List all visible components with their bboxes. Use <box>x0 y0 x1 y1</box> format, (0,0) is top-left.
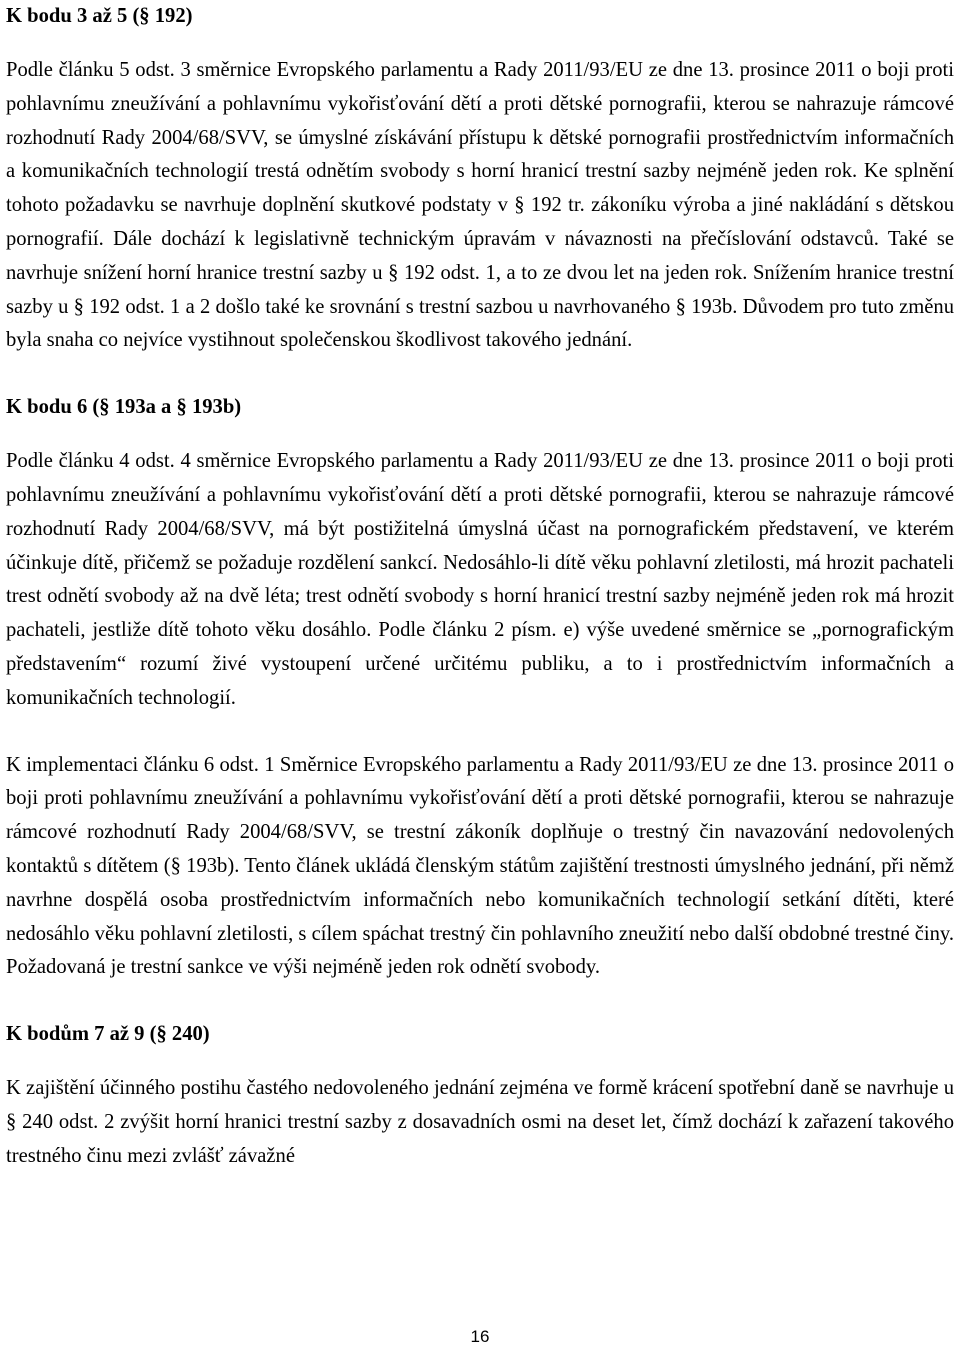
section-heading-3: K bodům 7 až 9 (§ 240) <box>6 1023 210 1046</box>
spacer <box>6 33 954 54</box>
section-2-paragraph-2: K implementaci článku 6 odst. 1 Směrnice Evropského parlamentu a Rady 2011/93/EU ze dne 13. prosince 2011 o boji proti pohlavnímu zneužívání a pohlavnímu vykořisťování dětí a proti dětské pornografii, kterou se nahrazuje rámcové rozhodnutí Rady 2004/68/SVV, se trestní zákoník doplňuje o trestný čin navazování nedovolených kontaktů s dítětem (§ 193b). Tento článek ukládá členským státům zajištění trestnosti úmyslného jednání, při němž navrhne dospělá osoba prostřednictvím informačních nebo komunikačních technologií setkání dítěti, které nedosáhlo věku pohlavní zletilosti, s cílem spáchat trestný čin pohlavního zneužití nebo další obdobné trestné činy. Požadovaná je trestní sankce ve výši nejméně jeden rok odnětí svobody. <box>6 753 954 979</box>
section-heading-2: K bodu 6 (§ 193a a § 193b) <box>6 396 242 419</box>
spacer <box>6 424 954 445</box>
section-heading-1: K bodu 3 až 5 (§ 192) <box>6 5 193 27</box>
spacer <box>6 358 954 391</box>
section-3-paragraph-1: K zajištění účinného postihu častého nedovoleného jednání zejména ve formě krácení spotřební daně se navrhuje u § 240 odst. 2 zvýšit horní hranici trestní sazby z dosavadních osmi na deset let, čímž dochází k zařazení takového trestného činu mezi zvlášť závažné <box>6 1077 954 1167</box>
page-number: 16 <box>470 1327 490 1346</box>
spacer <box>6 716 954 749</box>
spacer <box>6 1051 954 1072</box>
section-1-paragraph-1: Podle článku 5 odst. 3 směrnice Evropského parlamentu a Rady 2011/93/EU ze dne 13. prosince 2011 o boji proti pohlavnímu zneužívání a pohlavnímu vykořisťování dětí a proti dětské pornografii, kterou se nahrazuje rámcové rozhodnutí Rady 2004/68/SVV, se úmyslné získávání přístupu k dětské pornografii prostřednictvím informačních a komunikačních technologií trestá odnětím svobody s horní hranicí trestní sazby nejméně jeden rok. Ke splnění tohoto požadavku se navrhuje doplnění skutkové podstaty v § 192 tr. zákoníku výroba a jiné nakládání s dětskou pornografií. Dále dochází k legislativně technickým úpravám v návaznosti na přečíslování odstavců. Také se navrhuje snížení horní hranice trestní sazby u § 192 odst. 1, a to ze dvou let na jeden rok. Snížením hranice trestní sazby u § 192 odst. 1 a 2 došlo také ke srovnání s trestní sazbou u navrhovaného § 193b. Důvodem pro tuto změnu byla snaha co nejvíce vystihnout společenskou škodlivost takového jednání. <box>6 59 954 352</box>
document-page <box>6 0 954 1174</box>
section-2-paragraph-1: Podle článku 4 odst. 4 směrnice Evropského parlamentu a Rady 2011/93/EU ze dne 13. prosince 2011 o boji proti pohlavnímu zneužívání a pohlavnímu vykořisťování dětí a proti dětské pornografii, kterou se nahrazuje rámcové rozhodnutí Rady 2004/68/SVV, má být postižitelná úmyslná účast na pornografickém představení, ve kterém účinkuje dítě, přičemž se požaduje rozdělení sankcí. Nedosáhlo-li dítě věku pohlavní zletilosti, má hrozit pachateli trest odnětí svobody až na dvě léta; trest odnětí svobody s horní hranicí trestní sazby nejméně jeden rok má hrozit pachateli, jestliže dítě tohoto věku dosáhlo. Podle článku 2 písm. e) výše uvedené směrnice se „pornografickým představením“ rozumí živé vystoupení určené určitému publiku, a to i prostřednictvím informačních a komunikačních technologií. <box>6 450 954 709</box>
spacer <box>6 985 954 1018</box>
